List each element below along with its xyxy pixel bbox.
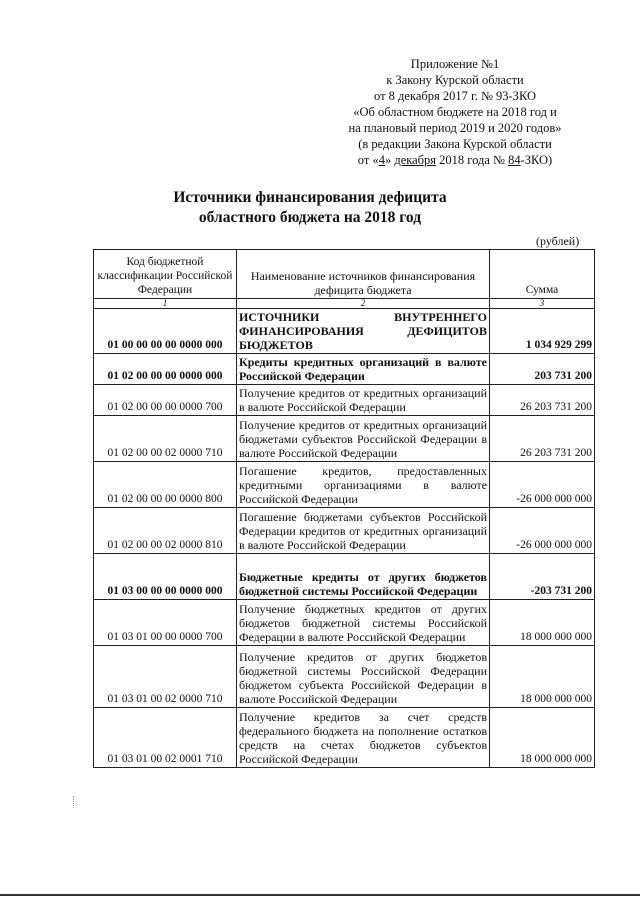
column-number-3: 3 — [490, 299, 595, 309]
appendix-header — [330, 56, 580, 168]
row-name: Получение бюджетных кредитов от других бюджетов бюджетной системы Российской Федерации в валюте Российской Федерации — [237, 600, 490, 646]
row-code: 01 03 01 00 02 0001 710 — [94, 708, 237, 768]
appendix-law-name-2: на плановый период 2019 и 2020 годов» — [348, 121, 562, 135]
row-code: 01 02 00 00 00 0000 700 — [94, 385, 237, 416]
edition-year: 2018 года № — [436, 153, 509, 167]
appendix-edition-date — [330, 152, 580, 168]
edition-number: 84 — [508, 153, 521, 167]
row-sum: -26 000 000 000 — [490, 462, 595, 508]
row-name: Получение кредитов от других бюджетов бюджетной системы Российской Федерации бюджетом субъекта Российской Федерации в валюте Российской Федерации — [237, 646, 490, 708]
row-name: Бюджетные кредиты от других бюджетов бюджетной системы Российской Федерации — [237, 554, 490, 600]
row-name: Получение кредитов от кредитных организаций бюджетами субъектов Российской Федерации в валюте Российской Федерации — [237, 416, 490, 462]
row-name: Получение кредитов от кредитных организаций в валюте Российской Федерации — [237, 385, 490, 416]
appendix-edition: (в редакции Закона Курской области — [358, 137, 552, 151]
row-name: Погашение бюджетами субъектов Российской Федерации кредитов от кредитных организаций в валюте Российской Федерации — [237, 508, 490, 554]
row-code: 01 02 00 00 02 0000 810 — [94, 508, 237, 554]
row-sum: 26 203 731 200 — [490, 385, 595, 416]
row-code: 01 02 00 00 02 0000 710 — [94, 416, 237, 462]
appendix-law-date: от 8 декабря 2017 г. № 93-ЗКО — [374, 89, 536, 103]
table-row — [94, 462, 595, 508]
row-sum: 26 203 731 200 — [490, 416, 595, 462]
column-number-1: 1 — [94, 299, 237, 309]
row-code: 01 03 01 00 00 0000 700 — [94, 600, 237, 646]
header-name: Наименование источников финансирования дефицита бюджета — [237, 250, 490, 299]
table-row — [94, 309, 595, 354]
table-number-row — [94, 299, 595, 309]
row-name: Получение кредитов за счет средств федерального бюджета на пополнение остатков средств на счетах бюджетов субъектов Российской Федерации — [237, 708, 490, 768]
row-name: ИСТОЧНИКИ ВНУТРЕННЕГО ФИНАНСИРОВАНИЯ ДЕФИЦИТОВ БЮДЖЕТОВ — [237, 309, 490, 354]
appendix-law-name-1: «Об областном бюджете на 2018 год и — [353, 105, 557, 119]
table-row — [94, 646, 595, 708]
table-header-row — [94, 250, 595, 299]
table-row — [94, 416, 595, 462]
row-sum: 1 034 929 299 — [490, 309, 595, 354]
table-row — [94, 508, 595, 554]
header-sum: Сумма — [490, 250, 595, 299]
table-row — [94, 554, 595, 600]
budget-sources-table — [93, 249, 595, 768]
table-row — [94, 600, 595, 646]
units-label: (рублей) — [536, 234, 580, 248]
appendix-law-ref: к Закону Курской области — [386, 73, 524, 87]
row-sum: 18 000 000 000 — [490, 646, 595, 708]
row-sum: 18 000 000 000 — [490, 600, 595, 646]
edition-suffix: -ЗКО) — [520, 153, 553, 167]
document-title — [150, 188, 470, 228]
row-sum: -26 000 000 000 — [490, 508, 595, 554]
scan-mark — [73, 796, 76, 808]
appendix-title: Приложение №1 — [410, 57, 500, 71]
row-sum: -203 731 200 — [490, 554, 595, 600]
header-code: Код бюджетной классификации Российской Федерации — [94, 250, 237, 299]
edition-day: 4 — [378, 153, 385, 167]
edition-prefix: от « — [357, 153, 379, 167]
edition-sep: » — [384, 153, 395, 167]
row-code: 01 02 00 00 00 0000 000 — [94, 354, 237, 385]
row-sum: 203 731 200 — [490, 354, 595, 385]
row-sum: 18 000 000 000 — [490, 708, 595, 768]
table-row — [94, 708, 595, 768]
page-bottom-rule — [0, 894, 640, 896]
edition-month: декабря — [394, 153, 437, 167]
column-number-2: 2 — [237, 299, 490, 309]
title-line-1: Источники финансирования дефицита — [173, 189, 447, 206]
row-code: 01 02 00 00 00 0000 800 — [94, 462, 237, 508]
row-name: Погашение кредитов, предоставленных кредитными организациями в валюте Российской Федерации — [237, 462, 490, 508]
row-name: Кредиты кредитных организаций в валюте Российской Федерации — [237, 354, 490, 385]
row-code: 01 00 00 00 00 0000 000 — [94, 309, 237, 354]
row-code: 01 03 01 00 02 0000 710 — [94, 646, 237, 708]
table-row — [94, 385, 595, 416]
table-row — [94, 354, 595, 385]
title-line-2: областного бюджета на 2018 год — [198, 209, 422, 226]
row-code: 01 03 00 00 00 0000 000 — [94, 554, 237, 600]
